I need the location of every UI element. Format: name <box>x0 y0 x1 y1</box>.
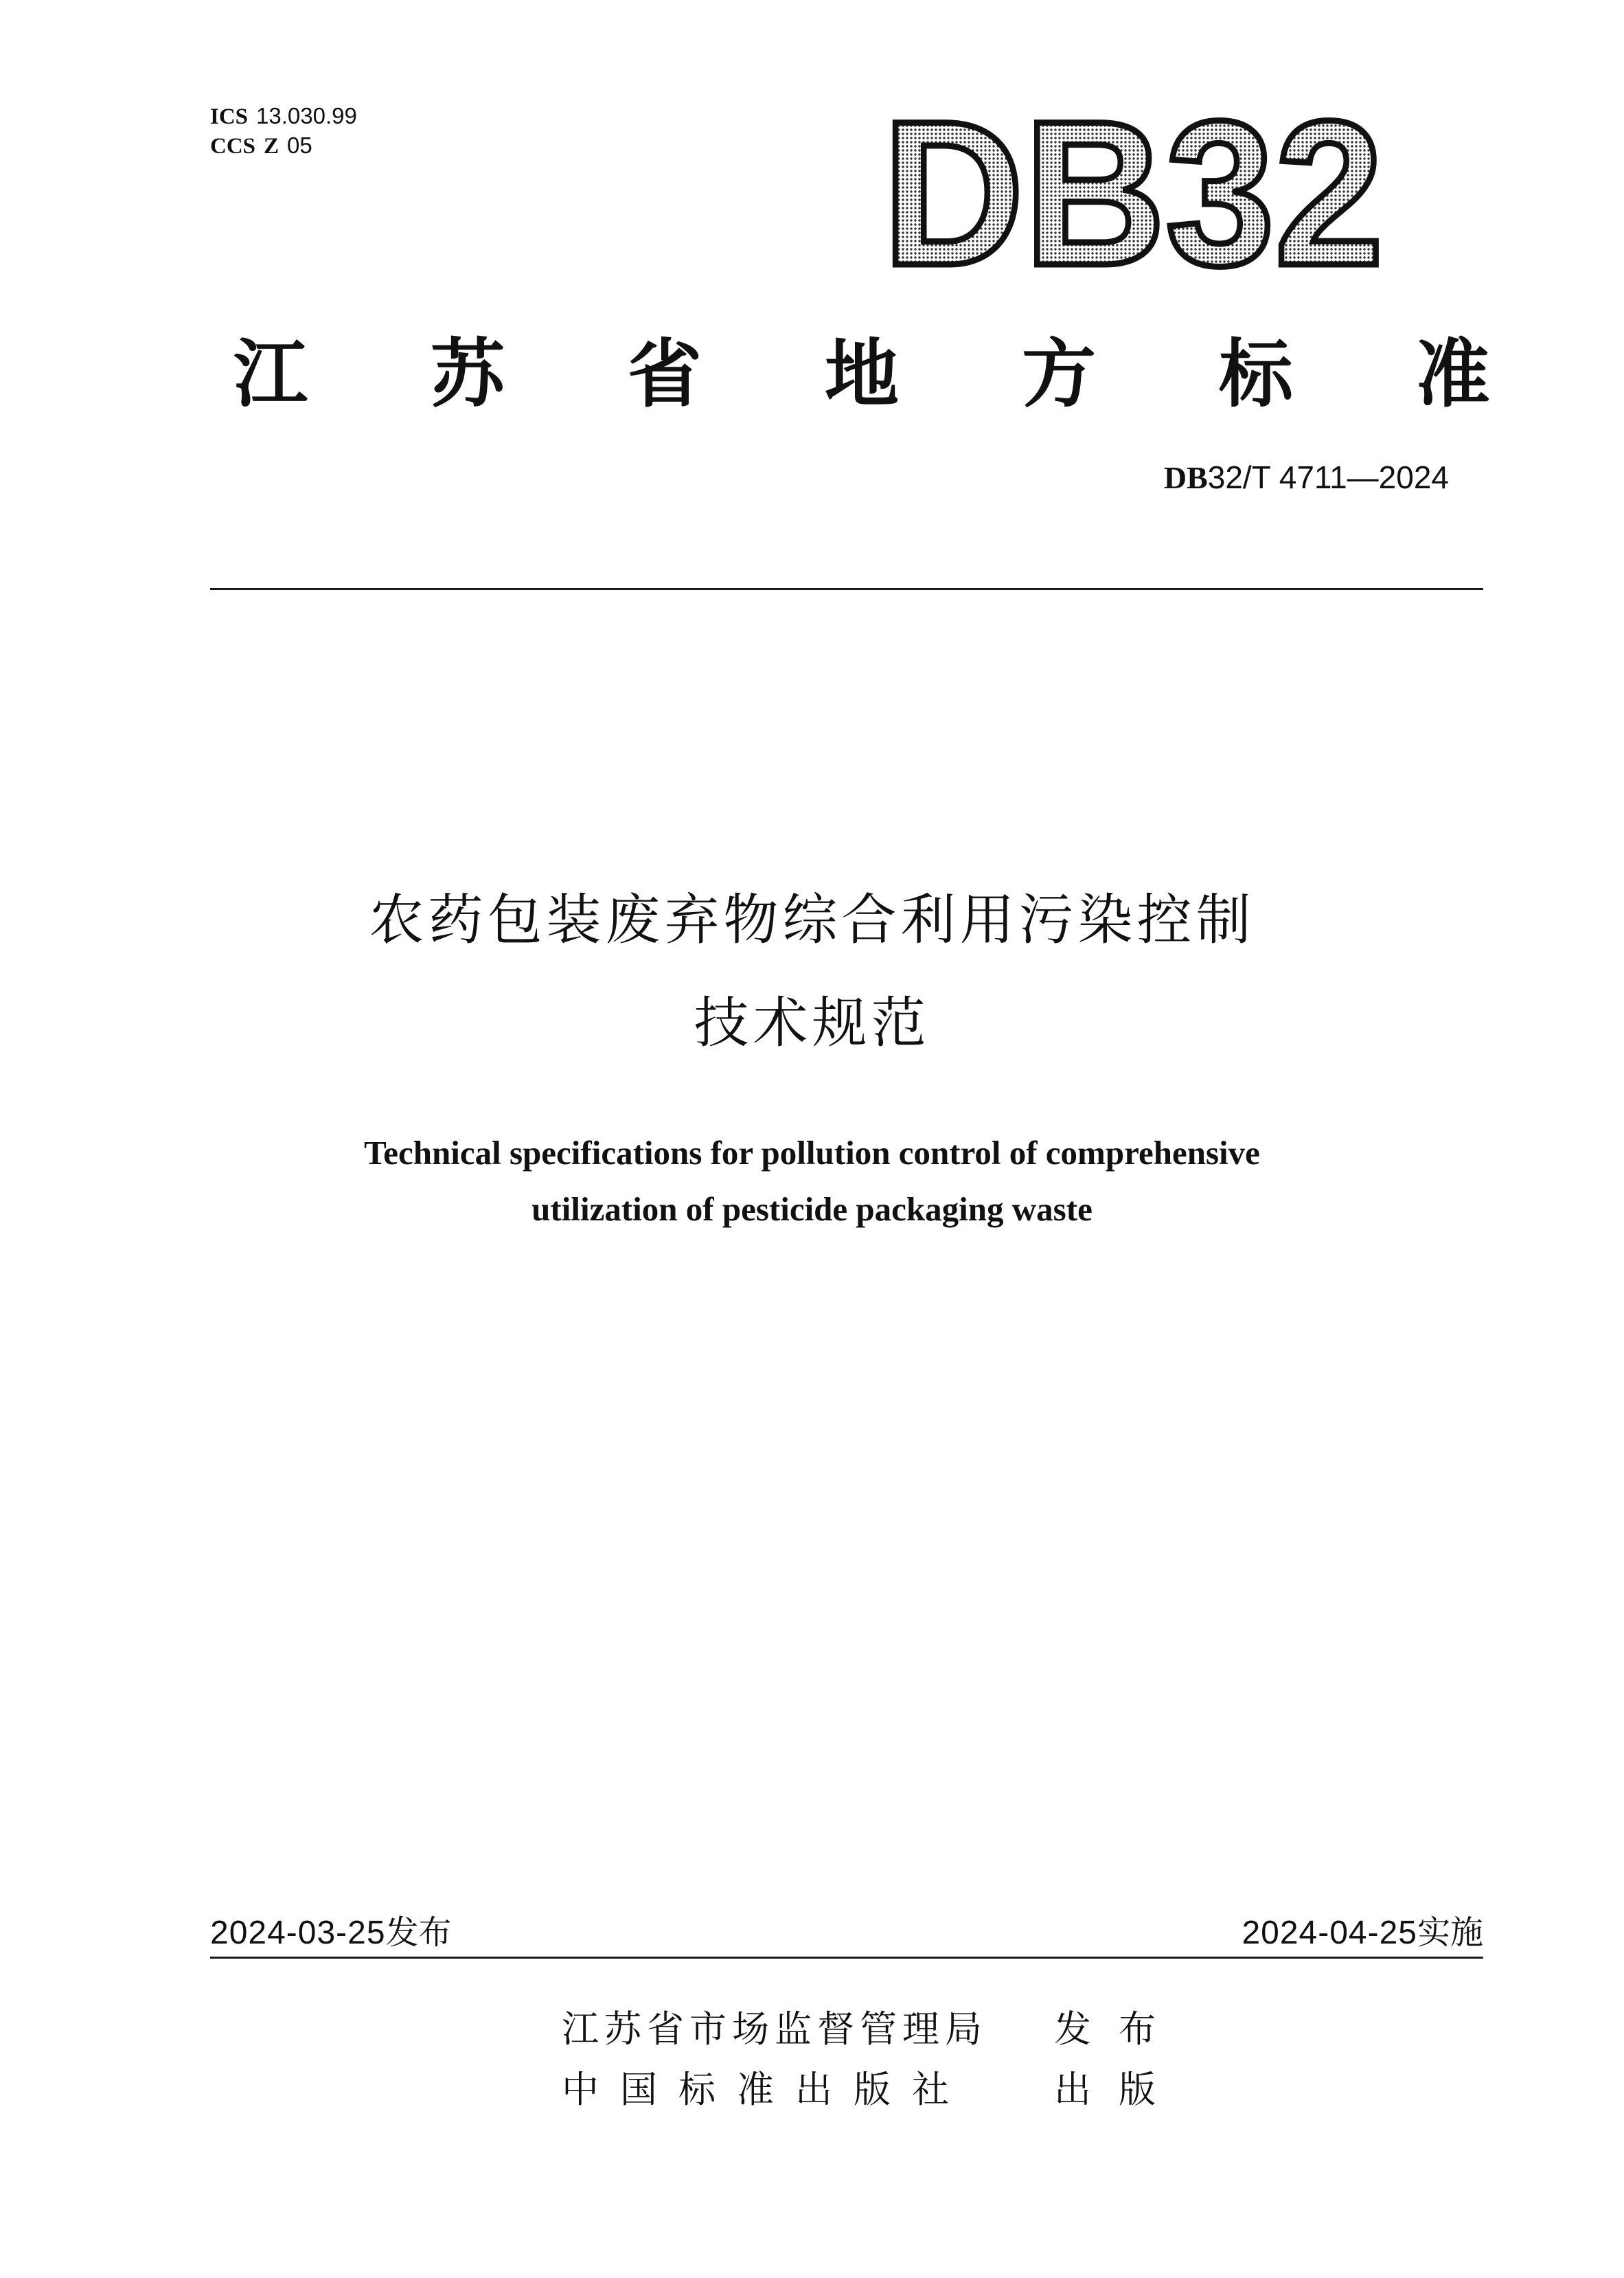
issuer-name: 江苏省市场监督管理局 <box>562 2007 987 2051</box>
ccs-label: CCS <box>210 134 256 159</box>
title-char: 江 <box>233 331 308 418</box>
standard-type-title <box>233 323 1490 418</box>
db32-logo <box>872 103 1394 282</box>
press-name: 中国标准出版社 <box>562 2068 970 2111</box>
issuer-action: 发布 <box>1054 2007 1183 2051</box>
ccs-value: 05 <box>287 133 312 158</box>
ccs-class: Z <box>264 134 279 159</box>
classification-codes <box>210 102 357 161</box>
effective-date <box>1242 1906 1483 1953</box>
title-char: 苏 <box>430 331 505 418</box>
standard-number <box>1164 459 1449 496</box>
title-char: 准 <box>1415 331 1490 418</box>
issue-date-value: 2024-03-25 <box>210 1915 386 1951</box>
title-char: 方 <box>1021 331 1096 418</box>
document-title-cn-line1: 农药包装废弃物综合利用污染控制 <box>369 888 1255 952</box>
effective-date-label: 实施 <box>1417 1913 1483 1952</box>
ccs-code <box>210 131 357 161</box>
document-title-cn-line2: 技术规范 <box>694 991 930 1055</box>
title-char: 省 <box>627 331 702 418</box>
title-char: 标 <box>1218 331 1293 418</box>
standard-number-rest: 32/T 4711—2024 <box>1207 459 1449 495</box>
effective-date-value: 2024-04-25 <box>1242 1915 1417 1951</box>
press-action: 出版 <box>1054 2068 1183 2111</box>
title-char: 地 <box>824 331 899 418</box>
header-divider <box>210 588 1483 590</box>
issue-date <box>210 1906 452 1953</box>
document-title-en-line2: utilization of pesticide packaging waste <box>531 1190 1093 1228</box>
ics-value: 13.030.99 <box>256 103 357 128</box>
ics-label: ICS <box>210 104 249 129</box>
issue-date-label: 发布 <box>385 1913 452 1952</box>
standard-number-prefix: DB <box>1163 460 1208 495</box>
footer-divider <box>210 1957 1483 1959</box>
ics-code <box>210 102 357 131</box>
db32-logo-text: DB32 <box>882 103 1384 282</box>
document-title-en-line1: Technical specifications for pollution control of comprehensive <box>364 1134 1260 1172</box>
